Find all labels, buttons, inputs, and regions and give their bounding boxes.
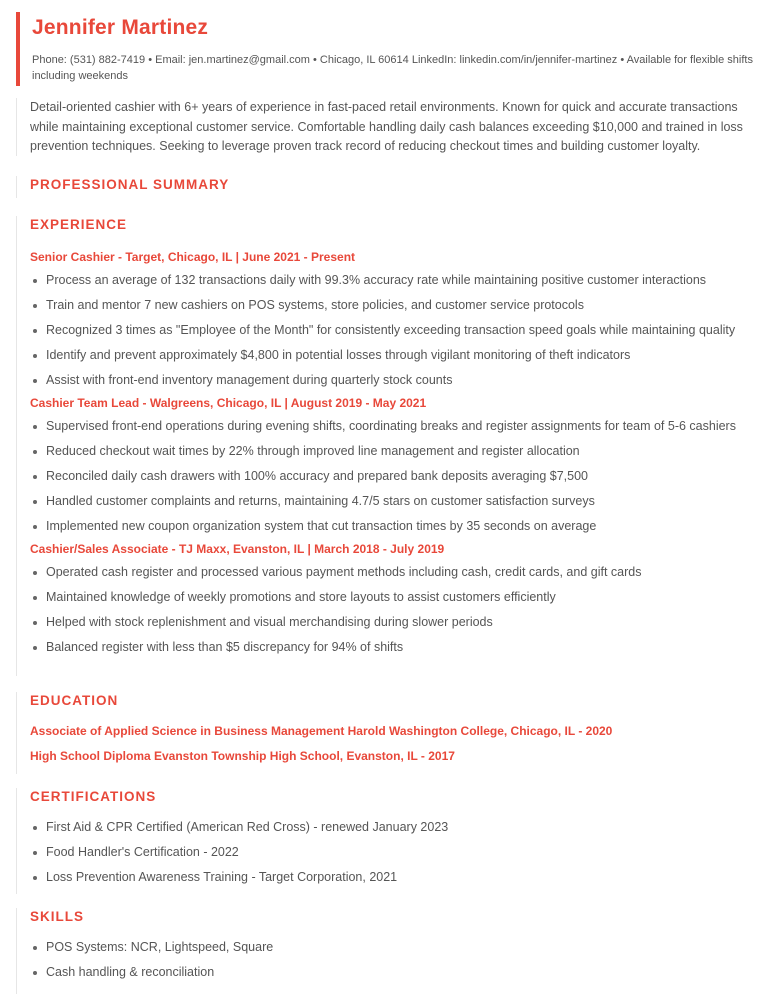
list-item: Handled customer complaints and returns, maintaining 4.7/5 stars on customer satisfaction surveys [30,489,756,514]
list-item: Supervised front-end operations during evening shifts, coordinating breaks and register assignments for team of 5-6 cashiers [30,414,756,439]
section-title-education: EDUCATION [30,693,119,708]
job-title: Senior Cashier - Target, Chicago, IL | June 2021 - Present [30,250,356,264]
certification-list [30,815,756,890]
list-item: Maintained knowledge of weekly promotions and store layouts to assist customers efficiently [30,585,756,610]
education-section [16,692,756,774]
resume-header [16,12,756,86]
list-item: Reduced checkout wait times by 22% through improved line management and register allocation [30,439,756,464]
list-item: Recognized 3 times as "Employee of the Month" for consistently exceeding transaction speed goals while maintaining quality [30,318,756,343]
job-title: Cashier Team Lead - Walgreens, Chicago, IL | August 2019 - May 2021 [30,396,427,410]
summary-text: Detail-oriented cashier with 6+ years of experience in fast-paced retail environments. Known for quick and accurate transactions while maintaining exceptional customer service. Comfortable handling daily cash balances exceeding $10,000 and trained in loss prevention techniques. Seeking to leverage proven track record of reducing checkout times and building customer loyalty. [30,100,743,153]
experience-section [16,216,756,676]
skills-list [30,935,756,985]
skills-section [16,908,756,994]
list-item: Cash handling & reconciliation [30,960,756,985]
job-title: Cashier/Sales Associate - TJ Maxx, Evanston, IL | March 2018 - July 2019 [30,542,445,556]
list-item: Loss Prevention Awareness Training - Target Corporation, 2021 [30,865,756,890]
list-item: Process an average of 132 transactions daily with 99.3% accuracy rate while maintaining positive customer interactions [30,268,756,293]
certifications-section [16,788,756,894]
education-entry: Associate of Applied Science in Business Management Harold Washington College, Chicago, IL - 2020 [30,724,613,738]
list-item: Operated cash register and processed various payment methods including cash, credit cards, and gift cards [30,560,756,585]
section-title-professional-summary: PROFESSIONAL SUMMARY [30,177,230,192]
list-item: Reconciled daily cash drawers with 100% accuracy and prepared bank deposits averaging $7,500 [30,464,756,489]
list-item: Assist with front-end inventory management during quarterly stock counts [30,368,756,393]
list-item: Implemented new coupon organization system that cut transaction times by 35 seconds on average [30,514,756,539]
section-title-experience: EXPERIENCE [30,217,128,232]
list-item: Balanced register with less than $5 discrepancy for 94% of shifts [30,635,756,660]
education-entry: High School Diploma Evanston Township High School, Evanston, IL - 2017 [30,749,455,763]
job-bullets [30,560,756,660]
list-item: Food Handler's Certification - 2022 [30,840,756,865]
professional-summary-section [16,176,756,198]
contact-info: Phone: (531) 882-7419 • Email: jen.martinez@gmail.com • Chicago, IL 60614 LinkedIn: linkedin.com/in/jennifer-martinez • Available for flexible shifts including weekends [32,54,753,82]
list-item: POS Systems: NCR, Lightspeed, Square [30,935,756,960]
list-item: Train and mentor 7 new cashiers on POS systems, store policies, and customer service protocols [30,293,756,318]
section-title-certifications: CERTIFICATIONS [30,789,157,804]
list-item: Helped with stock replenishment and visual merchandising during slower periods [30,610,756,635]
section-title-skills: SKILLS [30,909,85,924]
summary-block [16,98,756,156]
list-item: Identify and prevent approximately $4,800 in potential losses through vigilant monitoring of theft indicators [30,343,756,368]
candidate-name: Jennifer Martinez [32,16,209,39]
list-item: First Aid & CPR Certified (American Red Cross) - renewed January 2023 [30,815,756,840]
job-bullets [30,414,756,539]
job-bullets [30,268,756,393]
